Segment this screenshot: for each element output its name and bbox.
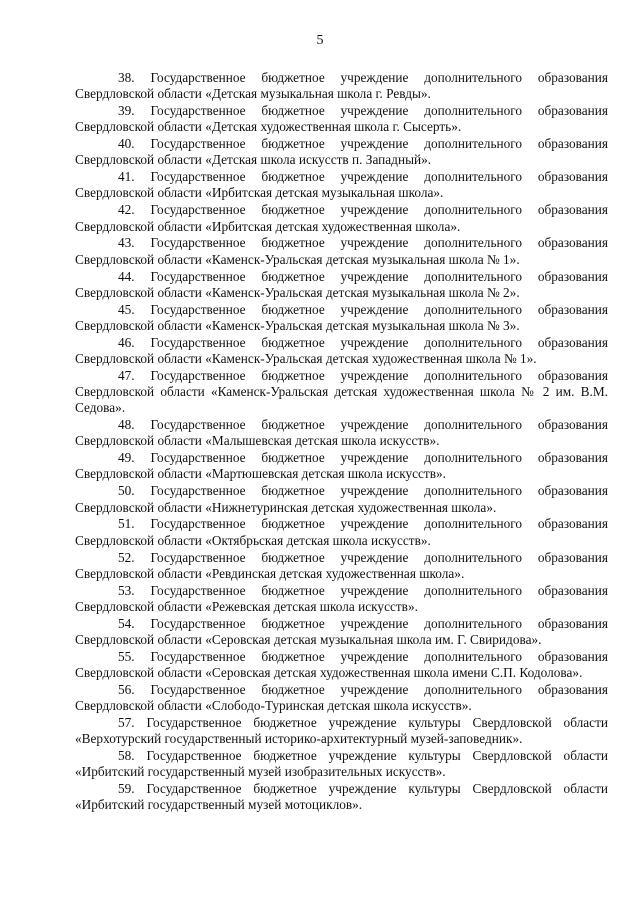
item-number: 45.: [118, 301, 135, 317]
list-item: [75, 368, 608, 417]
item-number: 57.: [118, 714, 135, 730]
document-body: [75, 70, 608, 814]
item-text: Государственное бюджетное учреждение дополнительного образования Свердловской области «Нижнетуринская детская художественная школа».: [75, 483, 608, 515]
list-item: [75, 616, 608, 648]
page-number: 5: [316, 33, 324, 48]
item-number: 47.: [118, 367, 135, 383]
item-text: Государственное бюджетное учреждение дополнительного образования Свердловской области «Детская школа искусств п. Западный».: [75, 136, 608, 168]
item-number: 44.: [118, 268, 135, 284]
list-item: [75, 235, 608, 267]
item-text: Государственное бюджетное учреждение дополнительного образования Свердловской области «Мартюшевская детская школа искусств».: [75, 450, 608, 482]
item-text: Государственное бюджетное учреждение дополнительного образования Свердловской области «Каменск-Уральская детская художественная школа № 2 им. В.М. Седова».: [75, 367, 608, 416]
item-number: 42.: [118, 202, 135, 218]
item-number: 43.: [118, 235, 135, 251]
item-number: 52.: [118, 549, 135, 565]
item-number: 50.: [118, 483, 135, 499]
item-number: 55.: [118, 648, 135, 664]
item-text: Государственное бюджетное учреждение дополнительного образования Свердловской области «Каменск-Уральская детская музыкальная школа № 2».: [75, 268, 608, 300]
item-text: Государственное бюджетное учреждение дополнительного образования Свердловской области «Серовская детская музыкальная школа им. Г. Свиридова».: [75, 615, 608, 647]
list-item: [75, 169, 608, 201]
list-item: [75, 550, 608, 582]
item-text: Государственное бюджетное учреждение дополнительного образования Свердловской области «Ирбитская детская музыкальная школа».: [75, 169, 608, 201]
item-text: Государственное бюджетное учреждение дополнительного образования Свердловской области «Ирбитская детская художественная школа».: [75, 202, 608, 234]
list-item: [75, 202, 608, 234]
list-item: [75, 335, 608, 367]
item-text: Государственное бюджетное учреждение культуры Свердловской области «Ирбитский государственный музей мотоциклов».: [75, 781, 608, 813]
item-number: 40.: [118, 136, 135, 152]
list-item: [75, 516, 608, 548]
item-number: 41.: [118, 169, 135, 185]
item-number: 46.: [118, 334, 135, 350]
item-text: Государственное бюджетное учреждение культуры Свердловской области «Ирбитский государственный музей изобразительных искусств».: [75, 748, 608, 780]
list-item: [75, 483, 608, 515]
item-number: 58.: [118, 748, 135, 764]
item-text: Государственное бюджетное учреждение дополнительного образования Свердловской области «Детская художественная школа г. Сысерть».: [75, 103, 608, 135]
item-number: 49.: [118, 450, 135, 466]
list-item: [75, 450, 608, 482]
item-number: 38.: [118, 70, 135, 85]
list-item: [75, 103, 608, 135]
item-number: 39.: [118, 103, 135, 119]
list-item: [75, 715, 608, 747]
list-item: [75, 302, 608, 334]
item-text: Государственное бюджетное учреждение дополнительного образования Свердловской области «Режевская детская школа искусств».: [75, 582, 608, 614]
list-item: [75, 748, 608, 780]
item-text: Государственное бюджетное учреждение дополнительного образования Свердловской области «Каменск-Уральская детская музыкальная школа № 1».: [75, 235, 608, 267]
item-number: 59.: [118, 781, 135, 797]
list-item: [75, 682, 608, 714]
list-item: [75, 781, 608, 813]
item-text: Государственное бюджетное учреждение дополнительного образования Свердловской области «Серовская детская художественная школа имени С.П. Кодолова».: [75, 648, 608, 680]
list-item: [75, 269, 608, 301]
list-item: [75, 583, 608, 615]
item-number: 51.: [118, 516, 135, 532]
item-text: Государственное бюджетное учреждение дополнительного образования Свердловской области «Октябрьская детская школа искусств».: [75, 516, 608, 548]
list-item: [75, 70, 608, 102]
item-text: Государственное бюджетное учреждение дополнительного образования Свердловской области «Детская музыкальная школа г. Ревды».: [75, 70, 608, 102]
item-text: Государственное бюджетное учреждение дополнительного образования Свердловской области «Ревдинская детская художественная школа».: [75, 549, 608, 581]
item-text: Государственное бюджетное учреждение дополнительного образования Свердловской области «Слободо-Туринская детская школа искусств».: [75, 681, 608, 714]
item-text: Государственное бюджетное учреждение дополнительного образования Свердловской области «Каменск-Уральская детская музыкальная школа № 3».: [75, 301, 608, 333]
list-item: [75, 417, 608, 449]
item-number: 54.: [118, 615, 135, 631]
list-item: [75, 649, 608, 681]
item-number: 56.: [118, 681, 135, 697]
item-text: Государственное бюджетное учреждение дополнительного образования Свердловской области «Малышевская детская школа искусств».: [75, 417, 608, 449]
item-number: 48.: [118, 417, 135, 433]
item-text: Государственное бюджетное учреждение культуры Свердловской области «Верхотурский государственный историко-архитектурный музей-заповедник».: [75, 714, 608, 747]
item-number: 53.: [118, 582, 135, 598]
list-item: [75, 136, 608, 168]
item-text: Государственное бюджетное учреждение дополнительного образования Свердловской области «Каменск-Уральская детская художественная школа № 1».: [75, 334, 608, 366]
